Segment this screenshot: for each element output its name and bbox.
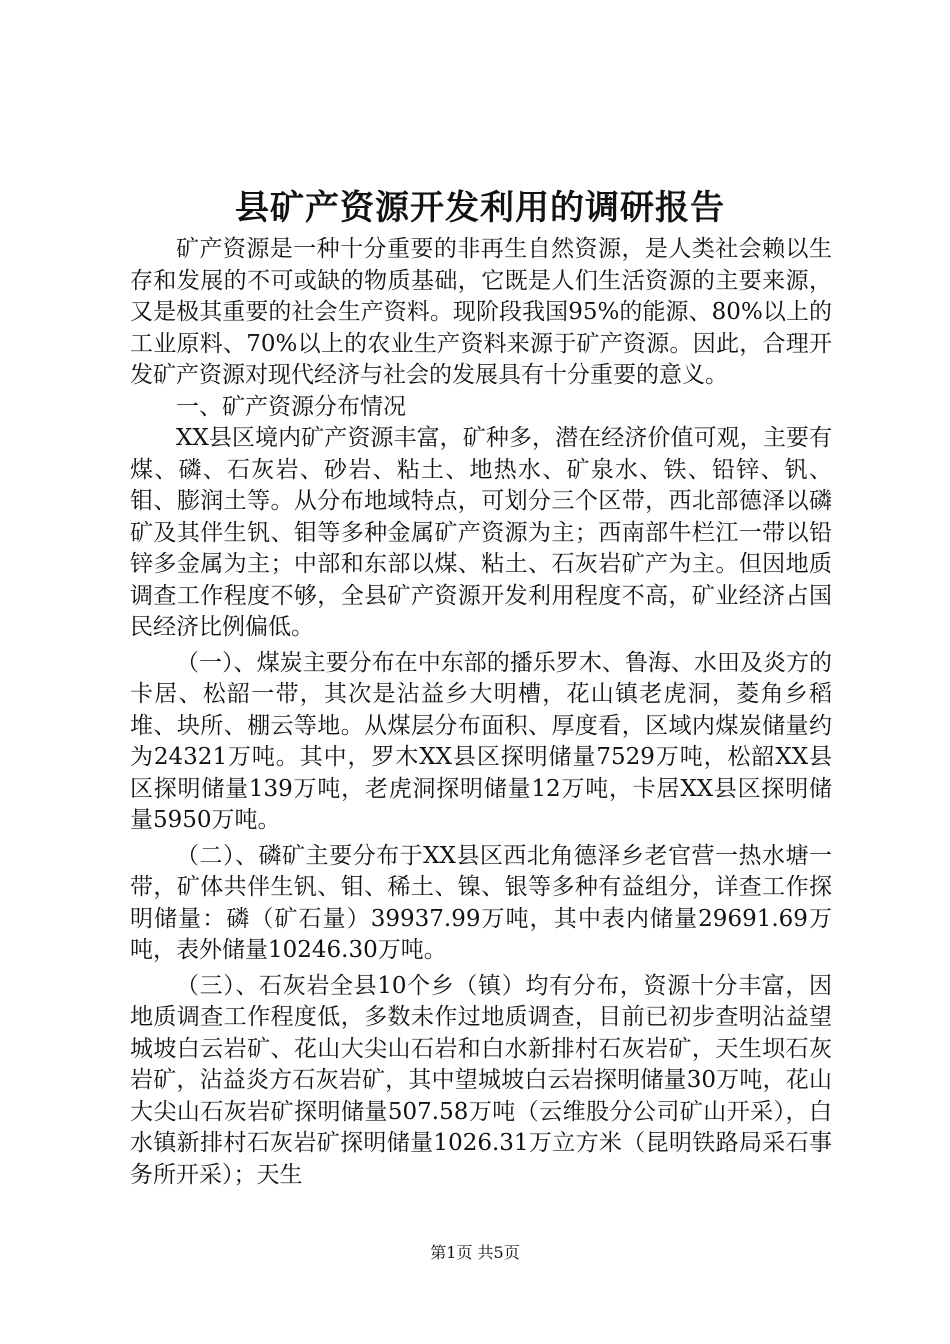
paragraph-phosphate: （二）、磷矿主要分布于XX县区西北角德泽乡老官营一热水塘一带，矿体共伴生钒、钼、稀土、镍、银等多种有益组分，详查工作探明储量：磷（矿石量）39937.99万吨，其中表内储量29691.69万吨，表外储量10246.30万吨。	[130, 842, 832, 963]
paragraph-limestone: （三）、石灰岩全县10个乡（镇）均有分布，资源十分丰富，因地质调查工作程度低，多数未作过地质调查，目前已初步查明沾益望城坡白云岩矿、花山大尖山石岩和白水新排村石灰岩矿，天生坝石灰岩矿，沾益炎方石灰岩矿，其中望城坡白云岩探明储量30万吨，花山大尖山石灰岩矿探明储量507.58万吨（云维股分公司矿山开采），白水镇新排村石灰岩矿探明储量1026.31万立方米（昆明铁路局采石事务所开采）；天生	[130, 972, 832, 1188]
page-footer: 第1页 共5页	[430, 1243, 520, 1262]
paragraph-distribution: XX县区境内矿产资源丰富，矿种多，潜在经济价值可观，主要有煤、磷、石灰岩、砂岩、粘土、地热水、矿泉水、铁、铅锌、钒、钼、膨润土等。从分布地域特点，可划分三个区带，西北部德泽以磷矿及其伴生钒、钼等多种金属矿产资源为主；西南部牛栏江一带以铅锌多金属为主；中部和东部以煤、粘土、石灰岩矿产为主。但因地质调查工作程度不够，全县矿产资源开发利用程度不高，矿业经济占国民经济比例偏低。	[130, 425, 832, 640]
paragraph-intro: 矿产资源是一种十分重要的非再生自然资源，是人类社会赖以生存和发展的不可或缺的物质基础，它既是人们生活资源的主要来源，又是极其重要的社会生产资料。现阶段我国95%的能源、80%以上的工业原料、70%以上的农业生产资料来源于矿产资源。因此，合理开发矿产资源对现代经济与社会的发展具有十分重要的意义。	[130, 236, 832, 388]
document-body	[130, 234, 832, 1191]
paragraph-coal: （一）、煤炭主要分布在中东部的播乐罗木、鲁海、水田及炎方的卡居、松韶一带，其次是沾益乡大明槽，花山镇老虎洞，菱角乡稻堆、块所、棚云等地。从煤层分布面积、厚度看，区域内煤炭储量约为24321万吨。其中，罗木XX县区探明储量7529万吨，松韶XX县区探明储量139万吨，老虎洞探明储量12万吨，卡居XX县区探明储量5950万吨。	[130, 649, 832, 833]
section-heading: 一、矿产资源分布情况	[176, 393, 406, 420]
document-title: 县矿产资源开发利用的调研报告	[235, 188, 725, 228]
